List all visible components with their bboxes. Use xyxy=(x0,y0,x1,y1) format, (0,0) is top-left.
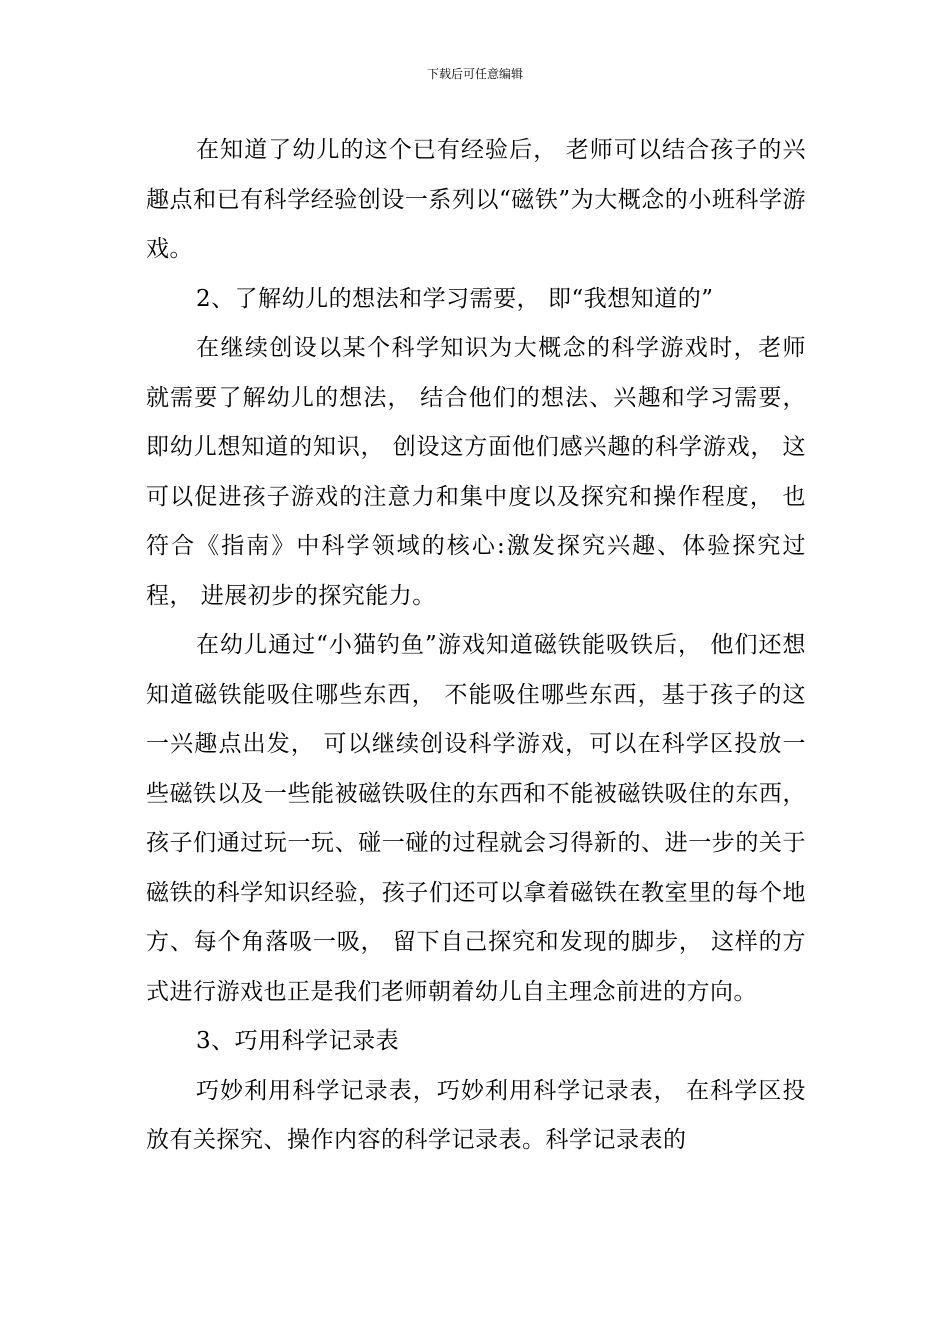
paragraph: 在知道了幼儿的这个已有经验后， 老师可以结合孩子的兴趣点和已有科学经验创设一系列以“磁铁”为大概念的小班科学游戏。 xyxy=(146,137,806,262)
paragraph: 在幼儿通过“小猫钓鱼”游戏知道磁铁能吸铁后， 他们还想知道磁铁能吸住哪些东西， 不能吸住哪些东西，基于孩子的这一兴趣点出发， 可以继续创设科学游戏，可以在科学区投放一些磁铁以及一些能被磁铁吸住的东西和不能被磁铁吸住的东西， 孩子们通过玩一玩、碰一碰的过程就会习得新的、进一步的关于磁铁的科学知识经验，孩子们还可以拿着磁铁在教室里的每个地方、每个角落吸一吸， 留下自己探究和发现的脚步， 这样的方式进行游戏也正是我们老师朝着幼儿自主理念前进的方向。 xyxy=(146,632,806,1005)
section-heading: 3、巧用科学记录表 xyxy=(196,1028,400,1054)
paragraph: 巧妙利用科学记录表，巧妙利用科学记录表， 在科学区投放有关探究、操作内容的科学记录表。科学记录表的 xyxy=(146,1077,806,1153)
document-body xyxy=(146,126,806,1166)
page-header: 下载后可任意编辑 xyxy=(426,67,523,81)
section-heading: 2、了解幼儿的想法和学习需要， 即“我想知道的” xyxy=(196,285,714,312)
paragraph: 在继续创设以某个科学知识为大概念的科学游戏时，老师就需要了解幼儿的想法， 结合他们的想法、兴趣和学习需要， 即幼儿想知道的知识， 创设这方面他们感兴趣的科学游戏， 这可以促进孩子游戏的注意力和集中度以及探究和操作程度， 也符合《指南》中科学领域的核心:激发探究兴趣、体验探究过程， 进展初步的探究能力。 xyxy=(146,335,806,609)
